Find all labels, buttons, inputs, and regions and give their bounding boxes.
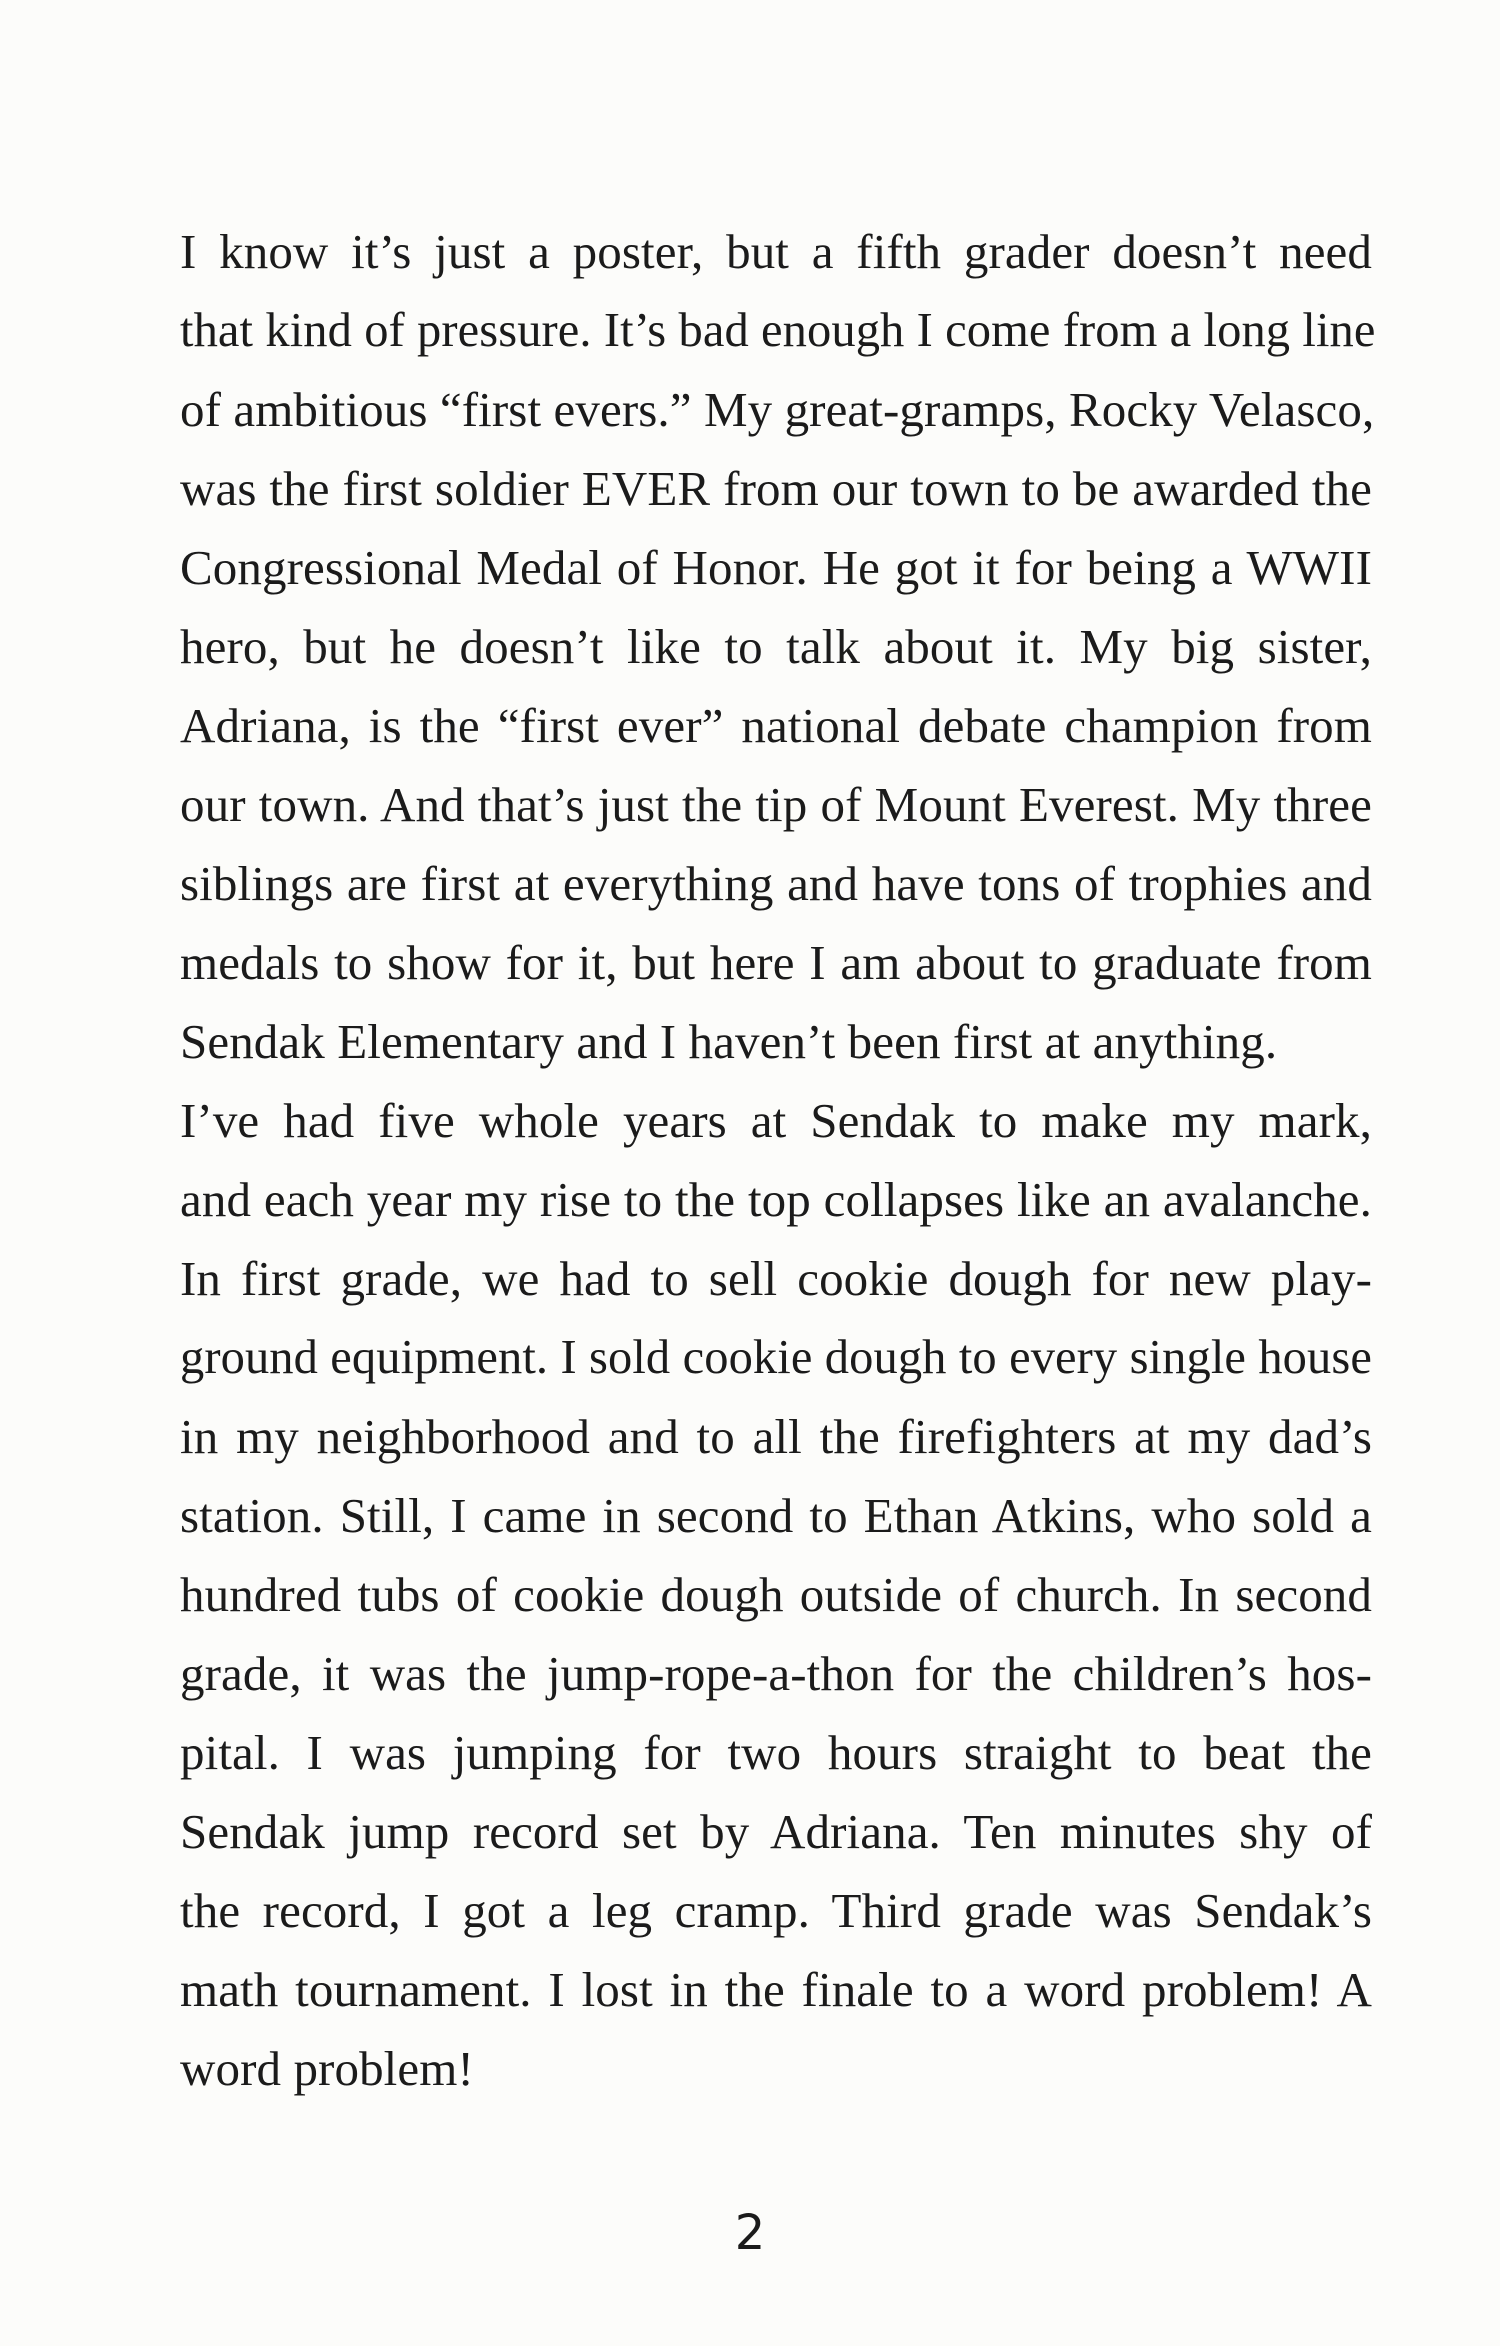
text-line: and each year my rise to the top collapses like an avalanche.	[180, 1172, 1372, 1227]
page-number: 2	[734, 2205, 766, 2261]
text-line: hundred tubs of cookie dough outside of church. In second	[180, 1567, 1372, 1622]
text-line: siblings are first at everything and have tons of trophies and	[180, 856, 1372, 911]
text-line: of ambitious “first evers.” My great-gramps, Rocky Velasco,	[180, 382, 1375, 437]
text-line: station. Still, I came in second to Ethan Atkins, who sold a	[180, 1488, 1372, 1543]
body-text	[180, 212, 1376, 2108]
text-line: the record, I got a leg cramp. Third grade was Sendak’s	[180, 1883, 1372, 1938]
text-line: word problem!	[180, 2041, 474, 2096]
paragraph-1	[180, 212, 1376, 1081]
text-line: I know it’s just a poster, but a fifth grader doesn’t need	[180, 224, 1372, 279]
text-line: I’ve had five whole years at Sendak to make my mark,	[180, 1093, 1372, 1148]
text-line: our town. And that’s just the tip of Mount Everest. My three	[180, 777, 1372, 832]
text-line: was the first soldier EVER from our town to be awarded the	[180, 461, 1372, 516]
text-line: in my neighborhood and to all the firefighters at my dad’s	[180, 1409, 1372, 1464]
text-line: pital. I was jumping for two hours straight to beat the	[180, 1725, 1372, 1780]
text-line: math tournament. I lost in the finale to a word problem! A	[180, 1962, 1372, 2017]
text-line: ground equipment. I sold cookie dough to every single house	[180, 1331, 1372, 1384]
text-line: that kind of pressure. It’s bad enough I come from a long line	[180, 304, 1376, 357]
paragraph-2	[180, 1081, 1372, 2108]
text-line: In first grade, we had to sell cookie dough for new play-	[180, 1251, 1372, 1306]
text-line: Congressional Medal of Honor. He got it for being a WWII	[180, 540, 1372, 595]
text-line: hero, but he doesn’t like to talk about it. My big sister,	[180, 619, 1372, 674]
text-line: Sendak jump record set by Adriana. Ten minutes shy of	[180, 1804, 1372, 1859]
text-line: Adriana, is the “first ever” national debate champion from	[180, 698, 1372, 753]
text-line: grade, it was the jump-rope-a-thon for the children’s hos-	[180, 1646, 1372, 1701]
text-line: medals to show for it, but here I am about to graduate from	[180, 935, 1372, 990]
text-line: Sendak Elementary and I haven’t been first at anything.	[180, 1014, 1278, 1069]
